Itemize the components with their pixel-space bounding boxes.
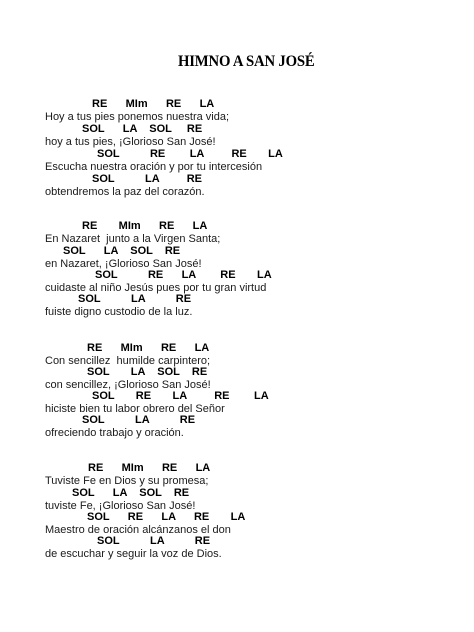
chord-line: RE MIm RE LA <box>87 342 210 354</box>
chord-line: SOL RE LA RE LA <box>92 390 269 402</box>
lyric-line: cuidaste al niño Jesús pues por tu gran virtud <box>45 282 267 294</box>
chord-line: SOL RE LA RE LA <box>97 148 283 160</box>
lyric-line: Con sencillez humilde carpintero; <box>45 355 211 367</box>
lyric-line: obtendremos la paz del corazón. <box>45 186 205 198</box>
lyric-line: Tuviste Fe en Dios y su promesa; <box>45 475 209 487</box>
lyric-line: hoy a tus pies, ¡Glorioso San José! <box>45 136 216 148</box>
chord-line: SOL LA SOL RE <box>87 366 208 378</box>
lyric-line: Maestro de oración alcánzanos el don <box>45 524 231 536</box>
chord-line: SOL LA SOL RE <box>72 487 190 499</box>
chord-line: SOL LA RE <box>82 414 196 426</box>
chord-line: SOL LA SOL RE <box>82 123 203 135</box>
chord-line: SOL LA RE <box>97 535 211 547</box>
chord-line: SOL LA SOL RE <box>63 245 181 257</box>
chord-line: SOL LA RE <box>78 293 192 305</box>
chord-line: SOL RE LA RE LA <box>95 269 272 281</box>
chord-line: RE MIm RE LA <box>82 220 208 232</box>
lyric-line: tuviste Fe, ¡Glorioso San José! <box>45 500 196 512</box>
lyric-line: En Nazaret junto a la Virgen Santa; <box>45 233 221 245</box>
chord-line: SOL RE LA RE LA <box>87 511 246 523</box>
lyric-line: fuiste digno custodio de la luz. <box>45 306 193 318</box>
chord-line: RE MIm RE LA <box>88 462 211 474</box>
lyric-line: con sencillez, ¡Glorioso San José! <box>45 379 211 391</box>
lyric-line: Escucha nuestra oración y por tu intercesión <box>45 161 263 173</box>
hymn-title: HIMNO A SAN JOSÉ <box>178 53 315 70</box>
lyric-line: en Nazaret, ¡Glorioso San José! <box>45 258 202 270</box>
chord-line: RE MIm RE LA <box>92 98 215 110</box>
lyric-line: ofreciendo trabajo y oración. <box>45 427 184 439</box>
lyric-line: de escuchar y seguir la voz de Dios. <box>45 548 222 560</box>
lyric-line: Hoy a tus pies ponemos nuestra vida; <box>45 111 230 123</box>
lyric-line: hiciste bien tu labor obrero del Señor <box>45 403 225 415</box>
chord-line: SOL LA RE <box>92 173 203 185</box>
